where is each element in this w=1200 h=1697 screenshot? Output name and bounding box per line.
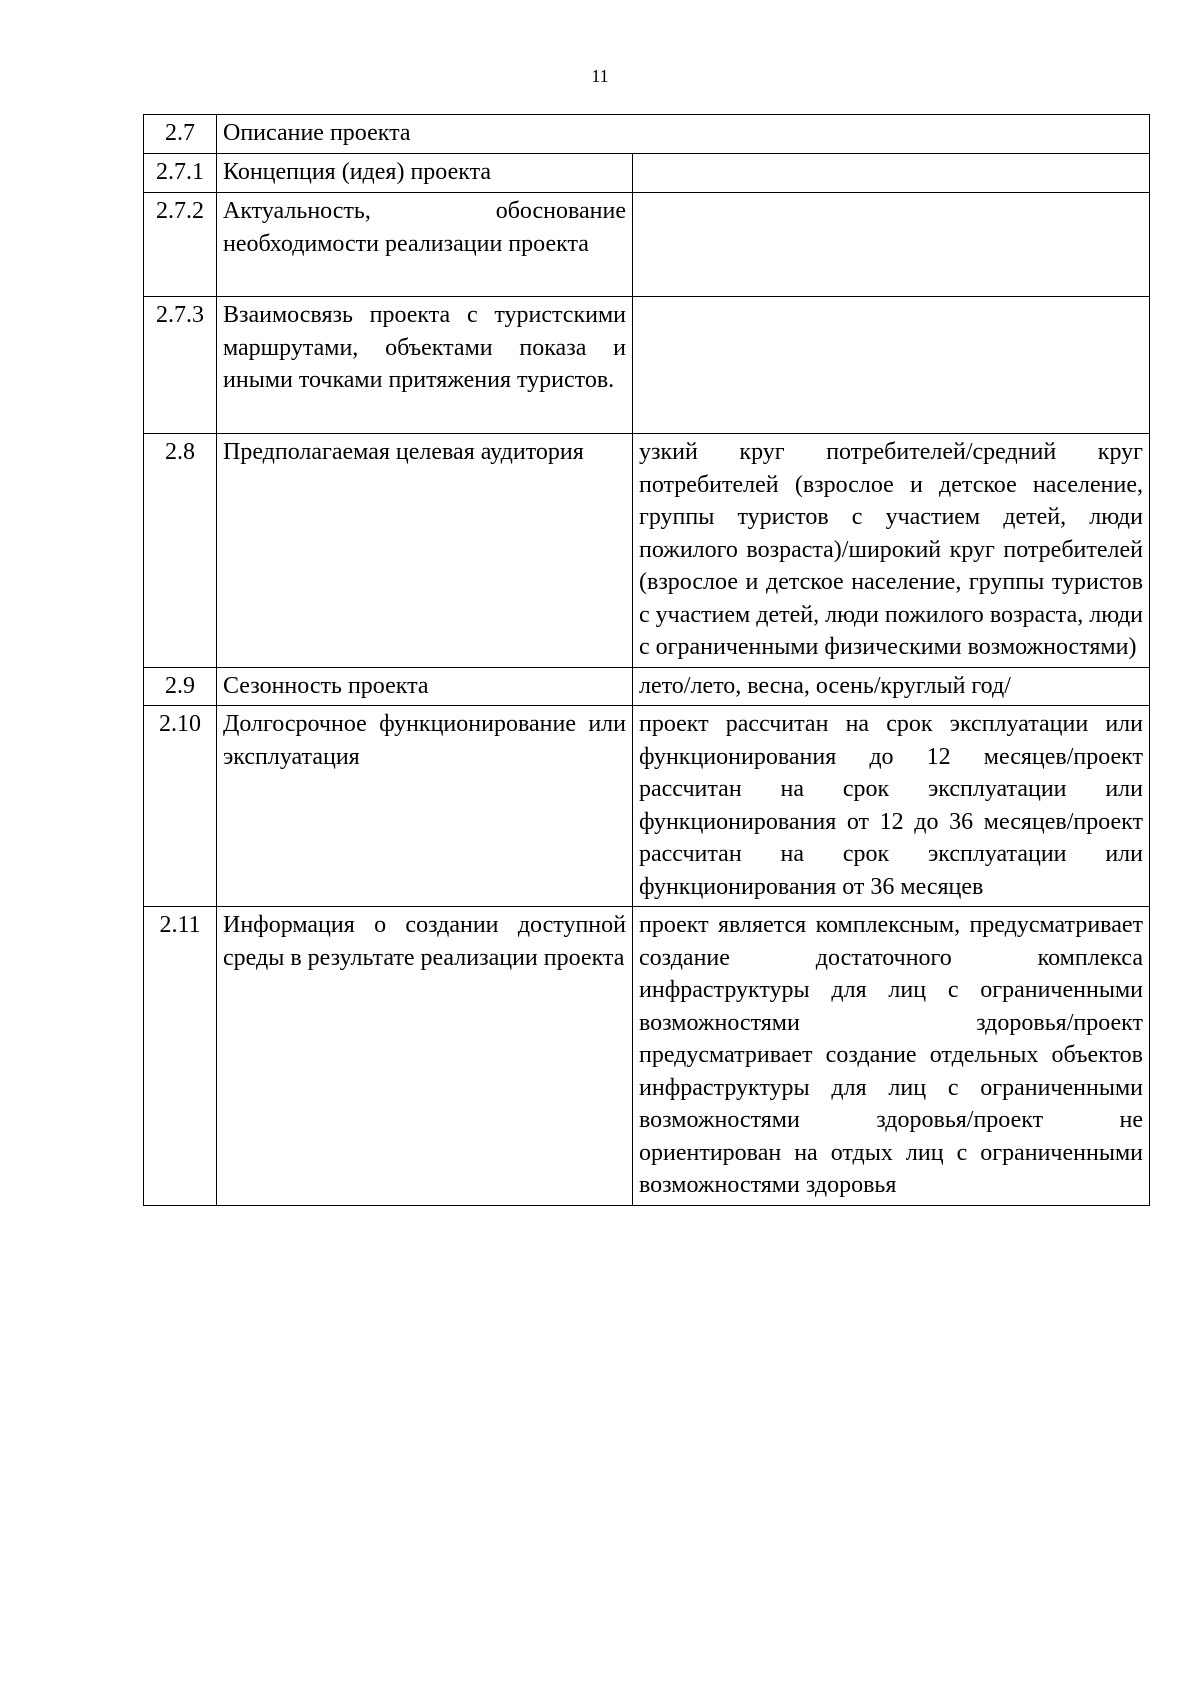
row-number-cell: 2.10	[144, 706, 217, 907]
row-number-cell: 2.7.3	[144, 297, 217, 434]
table-row	[144, 434, 1150, 668]
row-number-cell: 2.9	[144, 667, 217, 706]
row-number-cell: 2.8	[144, 434, 217, 668]
table-row	[144, 193, 1150, 297]
page-number: 11	[591, 66, 609, 86]
table-row	[144, 297, 1150, 434]
row-label-cell: Сезонность проекта	[217, 667, 633, 706]
row-value-cell: лето/лето, весна, осень/круглый год/	[633, 667, 1150, 706]
project-description-table	[143, 114, 1150, 1206]
row-value-cell: проект является комплексным, предусматривает создание достаточного комплекса инфраструктуры для лиц с ограниченными возможностями здоровья/проект предусматривает создание отдельных объектов инфраструктуры для лиц с ограниченными возможностями здоровья/проект не ориентирован на отдых лиц с ограниченными возможностями здоровья	[633, 907, 1150, 1206]
section-title-cell: Описание проекта	[217, 115, 1150, 154]
table-row	[144, 115, 1150, 154]
row-label-cell: Взаимосвязь проекта с туристскими маршрутами, объектами показа и иными точками притяжения туристов.	[217, 297, 633, 434]
table-row	[144, 667, 1150, 706]
row-value-cell	[633, 297, 1150, 434]
row-number-cell: 2.11	[144, 907, 217, 1206]
table-row	[144, 154, 1150, 193]
row-number-cell: 2.7.1	[144, 154, 217, 193]
row-number-cell: 2.7.2	[144, 193, 217, 297]
row-label-cell: Долгосрочное функционирование или эксплуатация	[217, 706, 633, 907]
row-label-cell: Предполагаемая целевая аудитория	[217, 434, 633, 668]
row-label-cell: Концепция (идея) проекта	[217, 154, 633, 193]
row-value-cell	[633, 193, 1150, 297]
table-row	[144, 706, 1150, 907]
row-number-cell: 2.7	[144, 115, 217, 154]
row-label-cell: Актуальность, обоснование необходимости реализации проекта	[217, 193, 633, 297]
row-value-cell: проект рассчитан на срок эксплуатации или функционирования до 12 месяцев/проект рассчитан на срок эксплуатации или функционирования от 12 до 36 месяцев/проект рассчитан на срок эксплуатации или функционирования от 36 месяцев	[633, 706, 1150, 907]
row-value-cell: узкий круг потребителей/средний круг потребителей (взрослое и детское население, группы туристов с участием детей, люди пожилого возраста)/широкий круг потребителей (взрослое и детское население, группы туристов с участием детей, люди пожилого возраста, люди с ограниченными физическими возможностями)	[633, 434, 1150, 668]
row-label-cell: Информация о создании доступной среды в результате реализации проекта	[217, 907, 633, 1206]
row-value-cell	[633, 154, 1150, 193]
table-row	[144, 907, 1150, 1206]
